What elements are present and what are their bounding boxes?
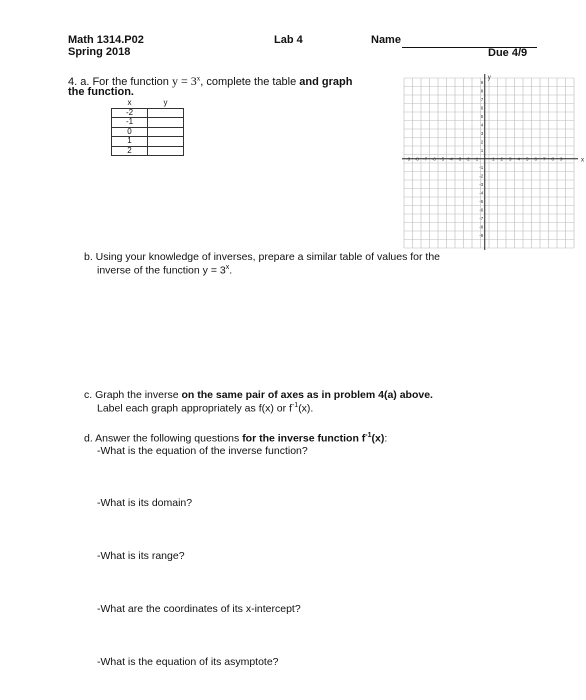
y-tick-label: -7 xyxy=(479,215,484,221)
coordinate-grid xyxy=(398,72,584,238)
x-tick-label: -9 xyxy=(406,156,411,162)
y-tick-label: -9 xyxy=(479,232,484,238)
question-x-intercept: -What are the coordinates of its x-intercept? xyxy=(97,603,301,615)
y-cell[interactable] xyxy=(148,108,184,118)
part-d-bold-suffix: (x) xyxy=(371,432,385,445)
y-tick-label: -6 xyxy=(479,207,484,213)
y-tick-label: 1 xyxy=(480,147,484,153)
x-axis-label: x xyxy=(581,157,584,164)
y-tick-label: 5 xyxy=(480,113,484,119)
table-row xyxy=(112,118,184,128)
y-cell[interactable] xyxy=(148,137,184,147)
y-tick-label: 8 xyxy=(480,88,484,94)
x-cell: 1 xyxy=(112,137,148,147)
question-asymptote: -What is the equation of its asymptote? xyxy=(97,656,279,668)
x-cell: 0 xyxy=(112,127,148,137)
x-cell: 2 xyxy=(112,146,148,156)
x-tick-label: 5 xyxy=(525,156,529,162)
x-tick-label: 6 xyxy=(534,156,538,162)
problem-4a-middle: , complete the table xyxy=(200,76,300,88)
question-domain: -What is its domain? xyxy=(97,497,193,509)
x-cell: -2 xyxy=(112,108,148,118)
y-tick-label: -3 xyxy=(479,181,484,187)
course-title: Math 1314.P02 xyxy=(68,34,144,46)
problem-4a-line2: the function. xyxy=(68,86,134,98)
term-label: Spring 2018 xyxy=(68,46,131,58)
table-header-y: y xyxy=(148,99,184,108)
y-tick-label: 3 xyxy=(480,130,484,136)
function-expression: y = 3 xyxy=(171,74,197,88)
part-d-exponent: -1 xyxy=(365,432,372,439)
part-c-line2-text: Label each graph appropriately as f(x) or f xyxy=(97,402,292,415)
x-tick-label: -6 xyxy=(431,156,436,162)
y-axis-label: y xyxy=(487,75,491,81)
part-c-prefix: c. Graph the inverse xyxy=(84,389,182,401)
x-tick-label: -2 xyxy=(465,156,470,162)
x-cell: -1 xyxy=(112,118,148,128)
y-cell[interactable] xyxy=(148,146,184,156)
y-cell[interactable] xyxy=(148,118,184,128)
y-cell[interactable] xyxy=(148,127,184,137)
part-b-line2-text: inverse of the function y = 3 xyxy=(97,264,226,277)
table-row xyxy=(112,137,184,147)
x-tick-label: 8 xyxy=(551,156,555,162)
question-equation: -What is the equation of the inverse function? xyxy=(97,445,308,457)
part-c-exponent: -1 xyxy=(291,402,299,409)
x-tick-label: 9 xyxy=(559,156,563,162)
part-d-line1 xyxy=(84,432,387,445)
y-tick-label: -4 xyxy=(479,190,484,196)
x-tick-label: 2 xyxy=(500,156,504,162)
x-tick-label: -4 xyxy=(448,156,453,162)
part-d-prefix: d. Answer the following questions xyxy=(84,432,243,445)
x-tick-label: -8 xyxy=(414,156,419,162)
due-date: Due 4/9 xyxy=(488,47,528,59)
part-c-bold: on the same pair of axes as in problem 4(a) above. xyxy=(181,389,433,401)
part-c-line1 xyxy=(84,389,433,401)
y-tick-label: 4 xyxy=(480,122,484,128)
y-tick-label: 2 xyxy=(480,139,484,145)
part-b-line2 xyxy=(97,264,232,277)
y-tick-label: 9 xyxy=(480,79,484,85)
x-tick-label: -1 xyxy=(474,156,479,162)
function-exponent: x xyxy=(196,74,201,83)
table-row xyxy=(112,146,184,156)
part-b-exponent: x xyxy=(225,264,230,271)
table-row xyxy=(112,108,184,118)
x-tick-label: 4 xyxy=(517,156,521,162)
x-tick-label: -7 xyxy=(423,156,428,162)
table-row xyxy=(112,127,184,137)
x-tick-label: 7 xyxy=(542,156,546,162)
y-tick-label: -5 xyxy=(479,198,484,204)
y-tick-label: 6 xyxy=(480,105,484,111)
part-d-colon: : xyxy=(384,432,388,445)
x-tick-label: 3 xyxy=(508,156,512,162)
part-b-period: . xyxy=(229,264,233,277)
x-tick-label: -3 xyxy=(457,156,462,162)
part-c-line2 xyxy=(97,402,313,415)
part-c-suffix: (x). xyxy=(298,402,314,415)
y-tick-label: -2 xyxy=(479,173,484,179)
y-tick-label: -8 xyxy=(479,224,484,230)
y-tick-label: -1 xyxy=(479,164,484,170)
x-tick-label: 1 xyxy=(491,156,495,162)
question-range: -What is its range? xyxy=(97,550,185,562)
problem-4a-prefix: 4. a. For the function xyxy=(68,76,172,88)
lab-label: Lab 4 xyxy=(274,34,303,46)
problem-4a-bold: and graph xyxy=(299,76,353,88)
values-table xyxy=(111,99,184,156)
y-tick-label: 7 xyxy=(480,96,484,102)
table-header-row xyxy=(112,99,184,108)
x-tick-label: -5 xyxy=(440,156,445,162)
name-label: Name xyxy=(371,34,401,46)
table-header-x: x xyxy=(112,99,148,108)
part-d-bold: for the inverse function f xyxy=(242,432,366,445)
part-b-line1: b. Using your knowledge of inverses, prepare a similar table of values for the xyxy=(84,251,441,263)
